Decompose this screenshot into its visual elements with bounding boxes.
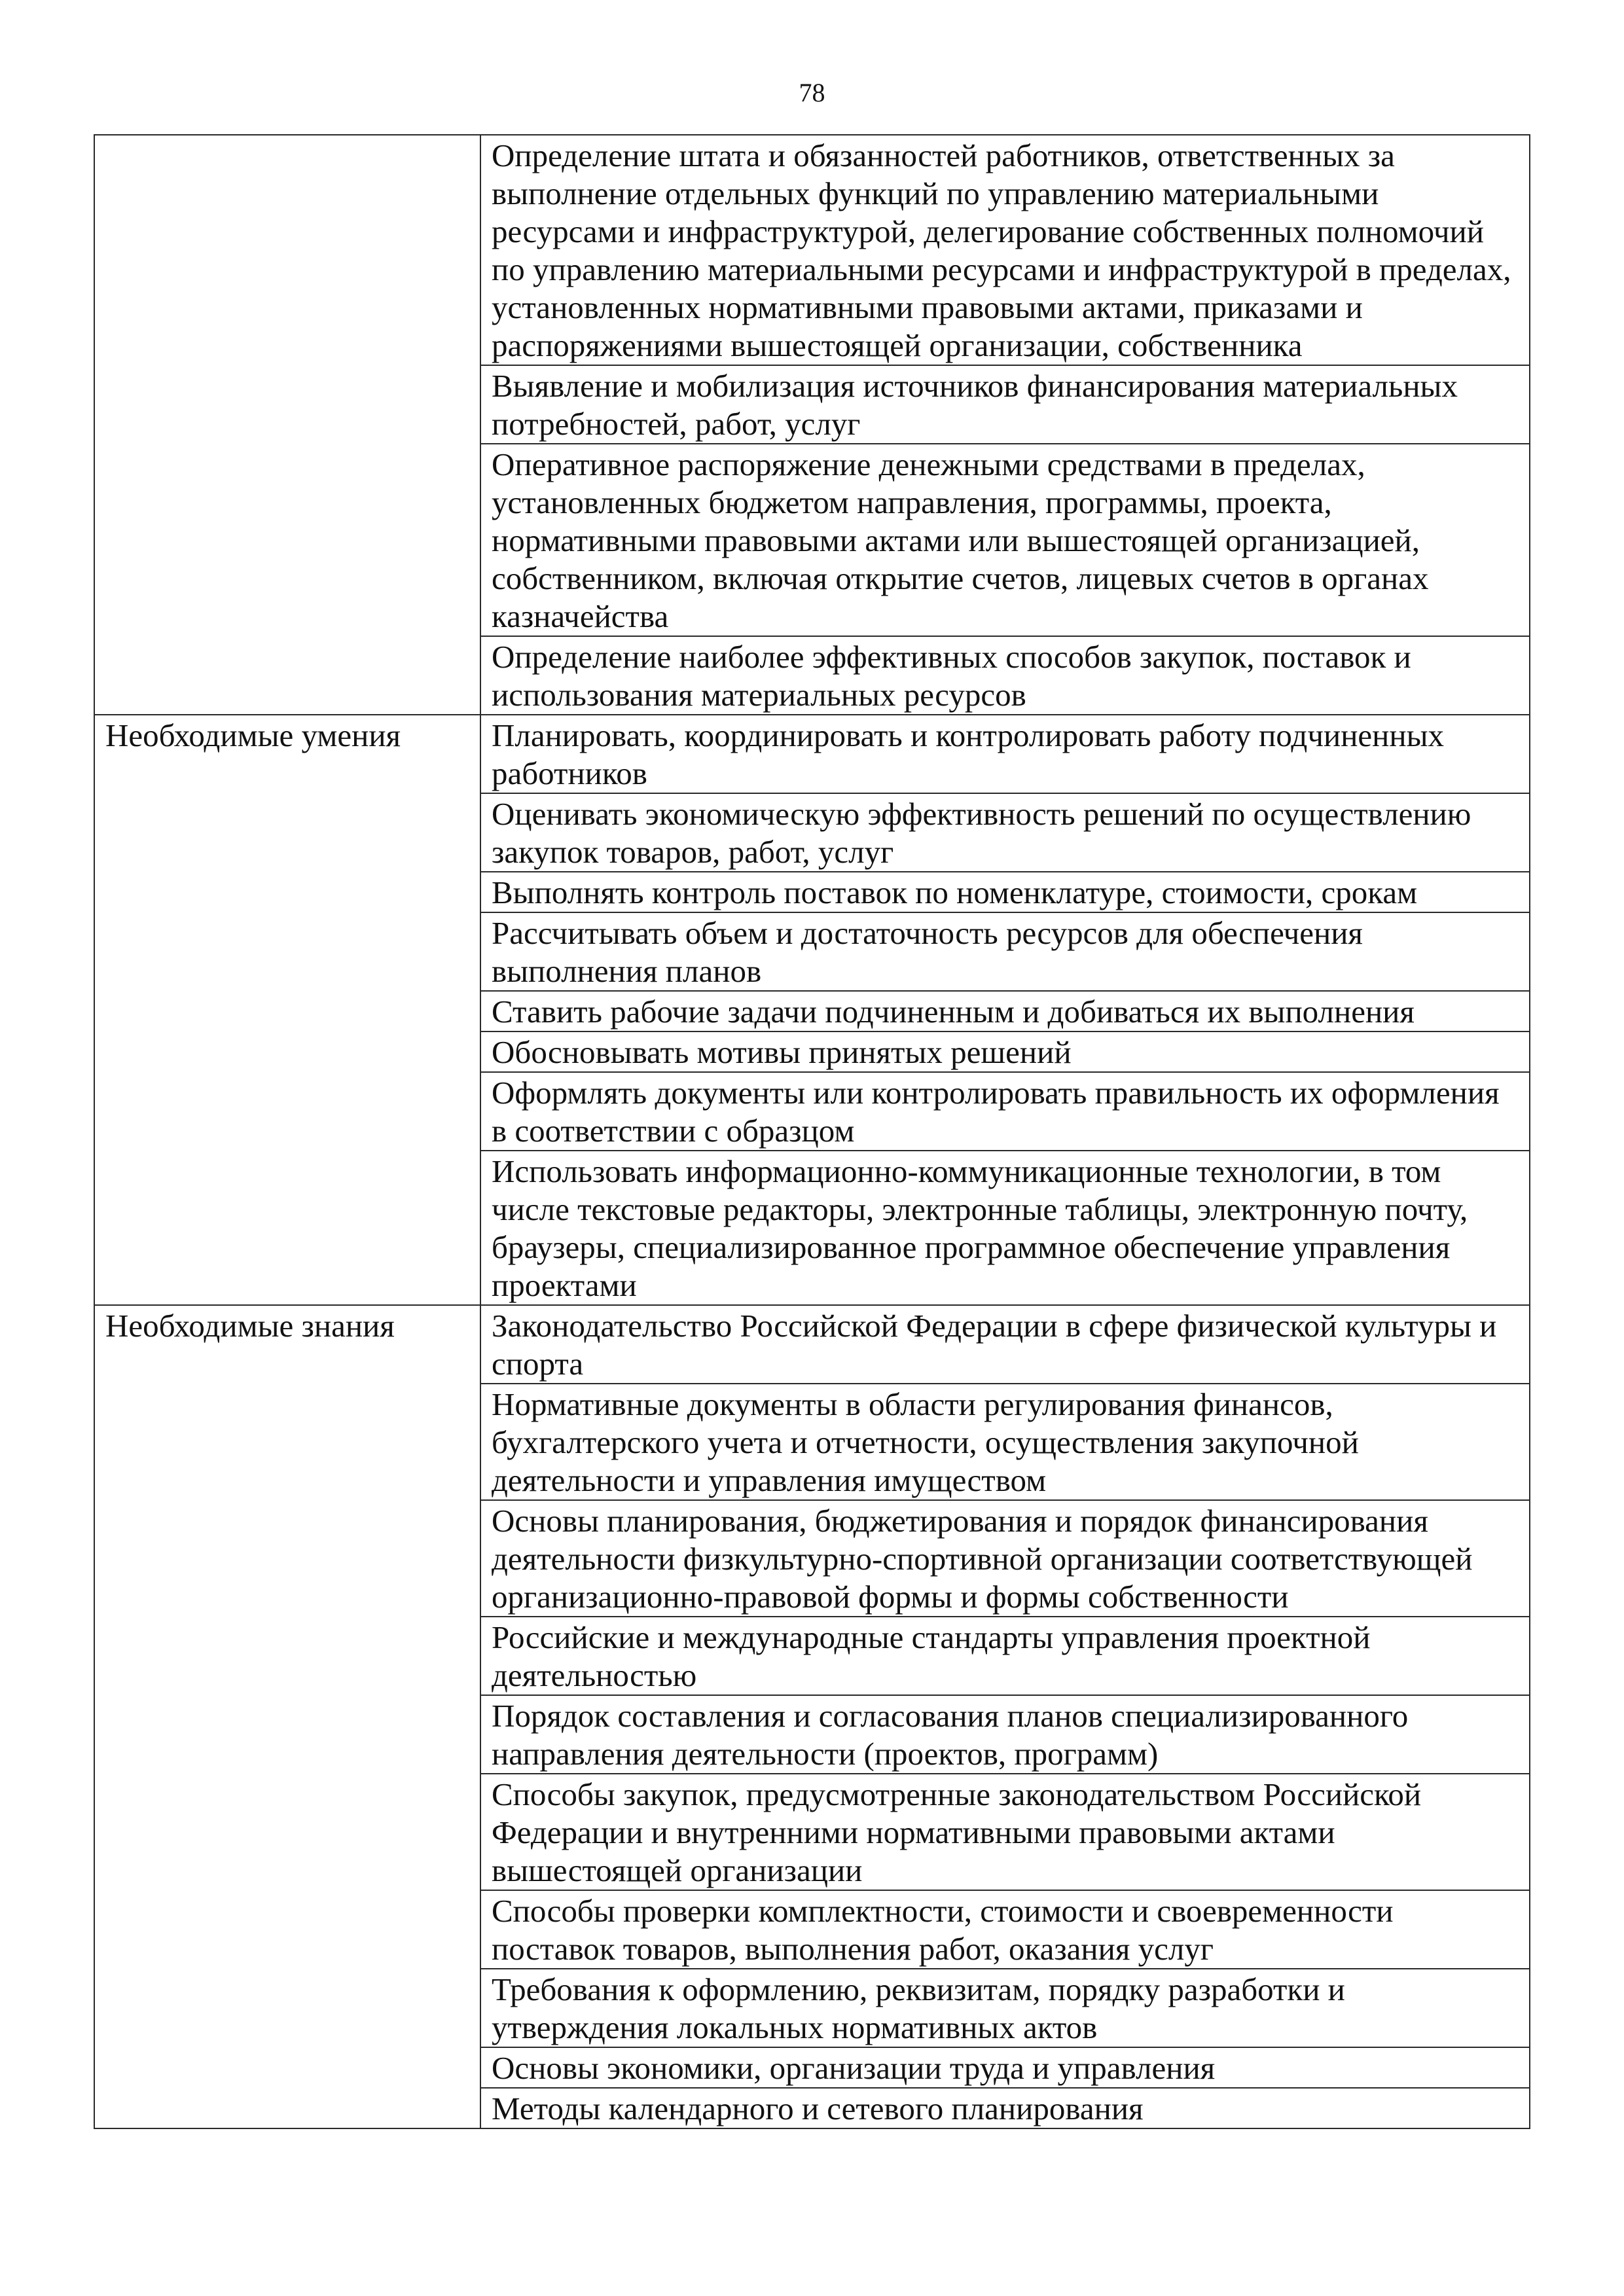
table-row bbox=[94, 715, 1530, 793]
table-cell: Выполнять контроль поставок по номенклатуре, стоимости, срокам bbox=[480, 872, 1530, 912]
table-cell: Ставить рабочие задачи подчиненным и добиваться их выполнения bbox=[480, 991, 1530, 1031]
table-cell: Способы закупок, предусмотренные законодательством Российской Федерации и внутренними нормативными правовыми актами вышестоящей организации bbox=[480, 1774, 1530, 1890]
table-row bbox=[94, 135, 1530, 365]
table-cell: Планировать, координировать и контролировать работу подчиненных работников bbox=[480, 715, 1530, 793]
table-cell: Способы проверки комплектности, стоимости и своевременности поставок товаров, выполнения работ, оказания услуг bbox=[480, 1890, 1530, 1969]
table-cell: Оценивать экономическую эффективность решений по осуществлению закупок товаров, работ, услуг bbox=[480, 793, 1530, 872]
table-cell: Использовать информационно-коммуникационные технологии, в том числе текстовые редакторы, электронные таблицы, электронную почту, браузеры, специализированное программное обеспечение управления проектами bbox=[480, 1151, 1530, 1305]
table-cell: Методы календарного и сетевого планирования bbox=[480, 2088, 1530, 2128]
table-cell: Требования к оформлению, реквизитам, порядку разработки и утверждения локальных нормативных актов bbox=[480, 1969, 1530, 2047]
table-cell: Основы планирования, бюджетирования и порядок финансирования деятельности физкультурно-спортивной организации соответствующей организационно-правовой формы и формы собственности bbox=[480, 1500, 1530, 1617]
table-cell: Обосновывать мотивы принятых решений bbox=[480, 1031, 1530, 1072]
table-cell: Рассчитывать объем и достаточность ресурсов для обеспечения выполнения планов bbox=[480, 912, 1530, 991]
table-cell: Выявление и мобилизация источников финансирования материальных потребностей, работ, услуг bbox=[480, 365, 1530, 444]
section-label-cell bbox=[94, 135, 480, 715]
table-cell: Законодательство Российской Федерации в сфере физической культуры и спорта bbox=[480, 1305, 1530, 1384]
competency-table bbox=[94, 134, 1530, 2129]
table-cell: Порядок составления и согласования планов специализированного направления деятельности (проектов, программ) bbox=[480, 1695, 1530, 1774]
table-cell: Нормативные документы в области регулирования финансов, бухгалтерского учета и отчетности, осуществления закупочной деятельности и управления имуществом bbox=[480, 1384, 1530, 1500]
table-cell: Основы экономики, организации труда и управления bbox=[480, 2047, 1530, 2088]
table-cell: Определение наиболее эффективных способов закупок, поставок и использования материальных ресурсов bbox=[480, 636, 1530, 715]
table-cell: Определение штата и обязанностей работников, ответственных за выполнение отдельных функций по управлению материальными ресурсами и инфраструктурой, делегирование собственных полномочий по управлению материальными ресурсами и инфраструктурой в пределах, установленных нормативными правовыми актами, приказами и распоряжениями вышестоящей организации, собственника bbox=[480, 135, 1530, 365]
table-cell: Российские и международные стандарты управления проектной деятельностью bbox=[480, 1617, 1530, 1695]
page-number: 78 bbox=[799, 78, 825, 107]
section-label-knowledge: Необходимые знания bbox=[94, 1305, 480, 2128]
section-label-skills: Необходимые умения bbox=[94, 715, 480, 1305]
table-row bbox=[94, 1305, 1530, 1384]
table-cell: Оперативное распоряжение денежными средствами в пределах, установленных бюджетом направления, программы, проекта, нормативными правовыми актами или вышестоящей организацией, собственником, включая открытие счетов, лицевых счетов в органах казначейства bbox=[480, 444, 1530, 636]
table-cell: Оформлять документы или контролировать правильность их оформления в соответствии с образцом bbox=[480, 1072, 1530, 1151]
